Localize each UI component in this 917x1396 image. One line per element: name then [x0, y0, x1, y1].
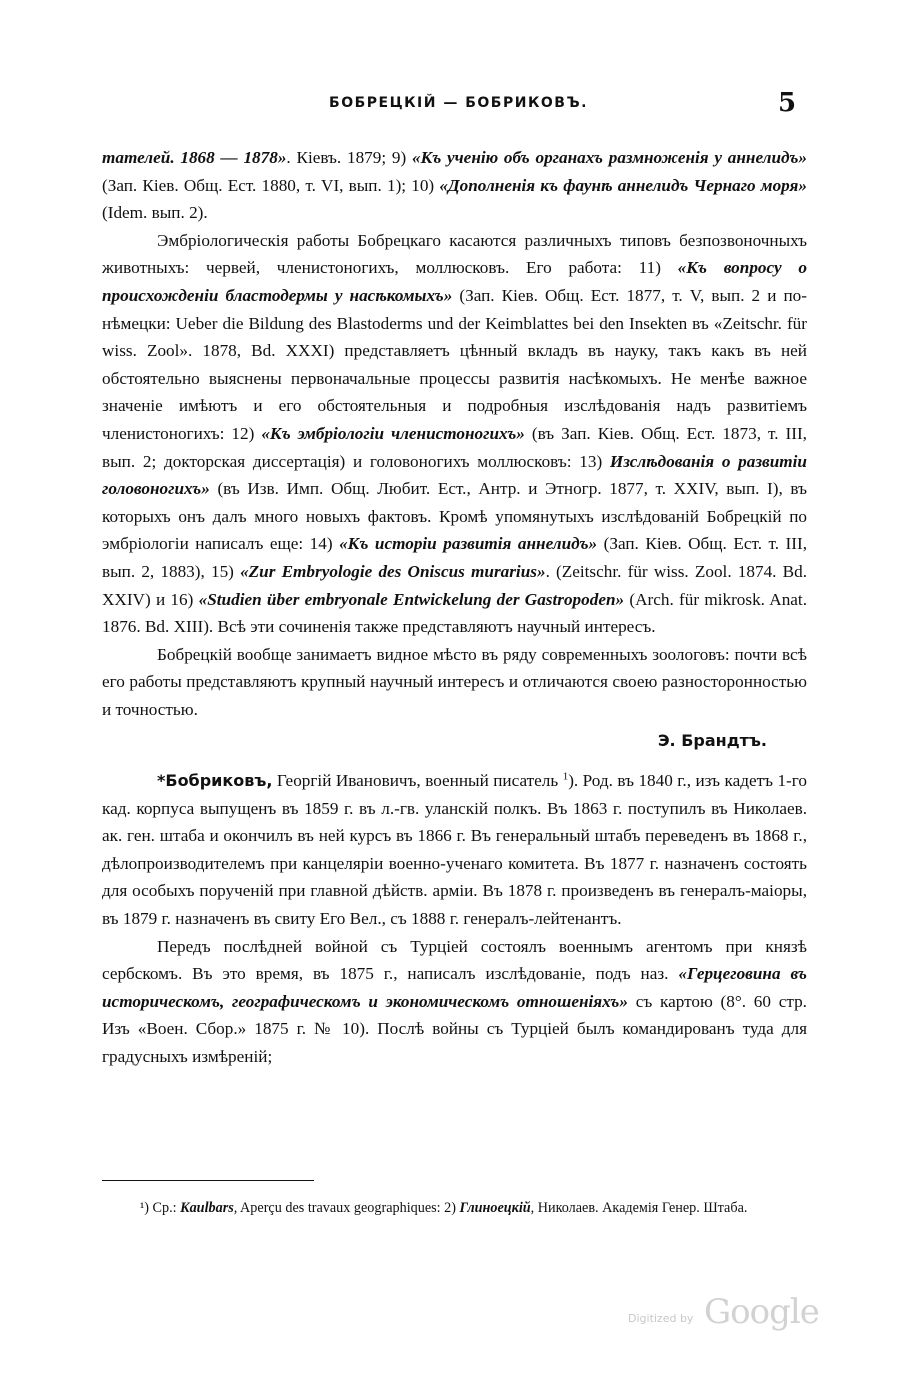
text-run: Эмбріологическія работы Бобрецкаго касаются различныхъ типовъ безпозвоночныхъ животныхъ: червей, членистоногихъ, моллюсковъ. Его работа: 11)	[102, 230, 807, 278]
italic-name: Kaulbars	[180, 1200, 234, 1216]
author-signature: Э. Брандтъ.	[657, 731, 767, 751]
watermark-small: Digitized by	[628, 1312, 694, 1325]
text-run: . Кіевъ. 1879; 9)	[286, 148, 412, 167]
paragraph-turkey	[102, 933, 807, 1071]
italic-title: «Къ вопросу о происхожденіи бластодермы у насѣкомыхъ»	[102, 258, 807, 305]
text-run: ). Род. въ 1840 г., изъ кадетъ 1-го кад. корпуса выпущенъ въ 1859 г. въ л.-гв. уланскій полкъ. Въ 1863 г. поступилъ въ Николаев. ак. ген. штаба и окончилъ въ ней курсъ въ 1866 г. Въ генеральный штабъ переведенъ въ 1868 г., дѣлопроизводителемъ при канцеляріи военно-ученаго комитета. Въ 1877 г. назначенъ состоять для особыхъ порученій при главной дѣйств. арміи. Въ 1878 г. произведенъ въ генералъ-маіоры, въ 1879 г. назначенъ въ свиту Его Вел., съ 1888 г. генералъ-лейтенантъ.	[102, 771, 807, 929]
italic-title: «Zur Embryologie des Oniscus murarius»	[240, 561, 546, 581]
body-text	[102, 144, 807, 1071]
text-run: съ картою (8°. 60 стр. Изъ «Воен. Сбор.» 1875 г. № 10). Послѣ войны съ Турціей былъ командированъ туда для градусныхъ измѣреній;	[102, 991, 807, 1066]
text-run: , Aperçu des travaux geographiques: 2)	[233, 1200, 460, 1216]
italic-title: тателей. 1868 — 1878»	[102, 148, 287, 167]
text-run: (Зап. Кіев. Общ. Ест. 1880, т. VI, вып. 1); 10)	[102, 175, 440, 195]
italic-name: Глиноецкій	[459, 1200, 531, 1216]
text-run: (въ Зап. Кіев. Общ. Ест. 1873, т. III, вып. 2; докторская диссертація) и головоногихъ моллюсковъ: 13)	[102, 423, 807, 471]
italic-title: «Герцеговина въ историческомъ, географическомъ и экономическомъ отношеніяхъ»	[102, 964, 807, 1011]
paragraph-summary: Бобрецкій вообще занимаетъ видное мѣсто въ ряду современныхъ зоологовъ: почти всѣ его работы представляютъ крупный научный интересъ и отличаются своею разносторонностью и точностью.	[102, 644, 807, 719]
footnote-rule	[102, 1180, 314, 1181]
italic-title: Изслѣдованія о развитіи головоногихъ»	[102, 451, 807, 499]
text-run: , Николаев. Академія Генер. Штаба.	[530, 1200, 748, 1216]
watermark-logo: Google	[704, 1292, 819, 1332]
text-run: (въ Изв. Имп. Общ. Любит. Ест., Антр. и Этногр. 1877, т. XXIV, вып. I), въ которыхъ онъ далъ много новыхъ фактовъ. Кромѣ упомянутыхъ изслѣдованій Бобрецкій по эмбріологіи написалъ еще: 14)	[102, 479, 807, 554]
text-run: Георгій Ивановичъ, военный писатель	[272, 771, 563, 791]
italic-title: «Къ исторіи развитія аннелидъ»	[339, 534, 598, 554]
italic-title: «Къ эмбріологіи членистоногихъ»	[261, 423, 525, 443]
text-run: Передъ послѣдней войной съ Турціей состоялъ военнымъ агентомъ при князѣ сербскомъ. Въ это время, въ 1875 г., написалъ изслѣдованіе, подъ наз.	[102, 936, 807, 984]
footnote	[102, 1196, 807, 1220]
text-run: . (Zeitschr. für wiss. Zool. 1874. Bd. XXIV) и 16)	[102, 561, 807, 609]
footnote-ref: 1	[562, 770, 569, 783]
text-run: (Idem. вып. 2).	[102, 203, 208, 223]
text-run: (Зап. Кіев. Общ. Ест. 1877, т. V, вып. 2 и по-нѣмецки: Ueber die Bildung des Blastoderms und der Keimblattes bei den Insekten въ «Zeitschr. für wiss. Zool». 1878, Bd. XXXI) представляетъ цѣнный вкладъ въ науку, такъ какъ въ ней обстоятельно выяснены первоначальные процессы развитія насѣкомыхъ. Не менѣе важное значеніе имѣютъ и его обстоятельныя и подробныя изслѣдованія надъ развитіемъ членистоногихъ: 12)	[102, 285, 807, 443]
entry-headword: *Бобриковъ,	[157, 771, 273, 791]
footnote-text	[102, 1196, 807, 1220]
header-title: БОБРЕЦКІЙ — БОБРИКОВЪ.	[329, 95, 588, 111]
text-run: (Arch. für mikrosk. Anat. 1876. Bd. XIII). Всѣ эти сочиненія также представляютъ научный интересъ.	[102, 589, 808, 637]
italic-title: «Studien über embryonale Entwickelung der Gastropoden»	[198, 589, 625, 609]
text-run: (Зап. Кіев. Общ. Ест. т. III, вып. 2, 1883), 15)	[102, 534, 807, 581]
entry-bobrikov	[102, 767, 807, 933]
paragraph-continuation	[102, 144, 807, 227]
footnote-mark: ¹) Ср.:	[140, 1200, 181, 1216]
italic-title: «Къ ученію объ органахъ размноженія у аннелидъ»	[411, 148, 807, 167]
paragraph-embryology	[102, 227, 807, 641]
italic-title: «Дополненія къ фаунѣ аннелидъ Чернаго моря»	[439, 175, 807, 195]
running-header	[0, 88, 917, 118]
page-number: 5	[778, 88, 797, 118]
google-watermark	[628, 1294, 818, 1334]
